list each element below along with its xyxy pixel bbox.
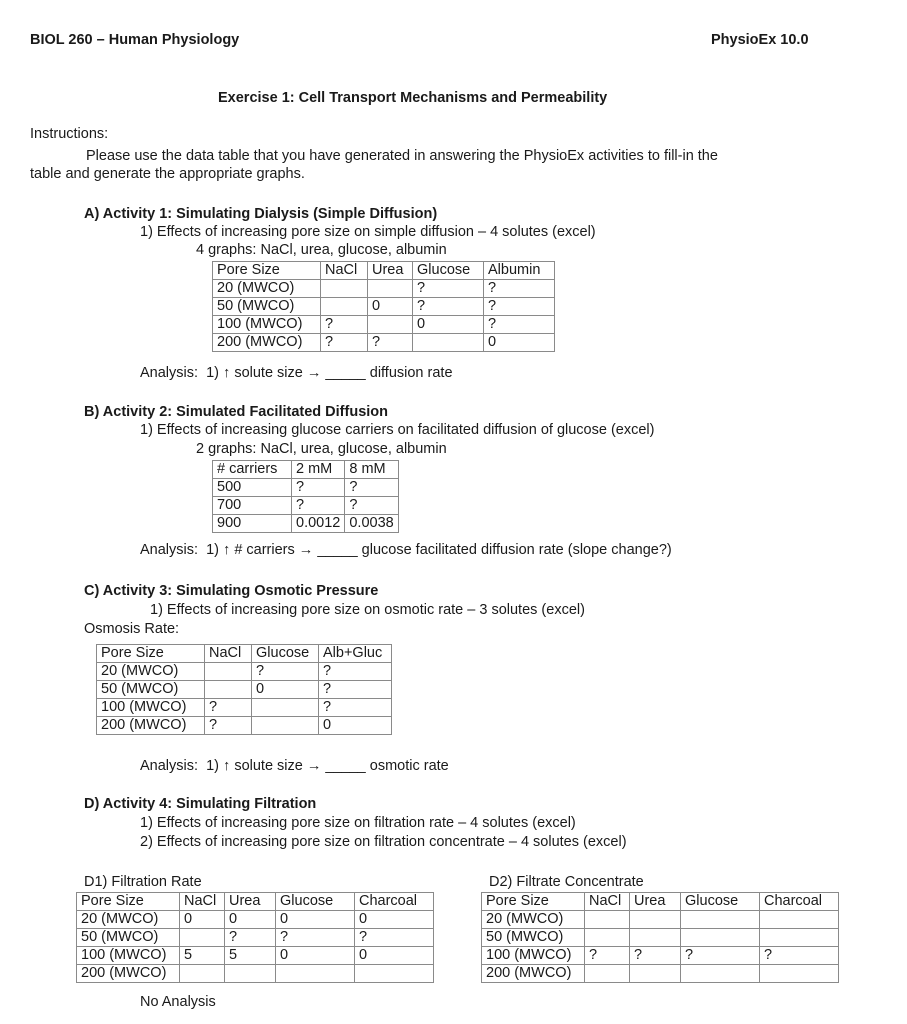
arrow-up-icon: ↑ <box>223 758 231 774</box>
table-cell: 20 (MWCO) <box>97 663 205 681</box>
table-row <box>482 965 839 983</box>
table-cell: 0 <box>355 947 434 965</box>
table-row <box>97 681 392 699</box>
table-cell: ? <box>252 663 319 681</box>
table-cell <box>321 298 368 316</box>
table-cell: ? <box>292 479 345 497</box>
table-row <box>97 717 392 735</box>
analysis-subject: solute size <box>234 758 303 774</box>
header-cell: Pore Size <box>97 645 205 663</box>
table-cell: ? <box>276 929 355 947</box>
table-cell: 5 <box>180 947 225 965</box>
table-cell: 700 <box>213 497 292 515</box>
arrow-up-icon: ↑ <box>223 542 231 558</box>
section-b-heading: B) Activity 2: Simulated Facilitated Diffusion <box>84 404 389 420</box>
header-cell: Pore Size <box>77 893 180 911</box>
header-cell: 8 mM <box>345 461 398 479</box>
table-row <box>213 479 399 497</box>
arrow-right-icon: → <box>306 758 322 774</box>
table-row <box>77 911 434 929</box>
header-cell: Urea <box>368 262 413 280</box>
section-a-item-1: 1) Effects of increasing pore size on simple diffusion – 4 solutes (excel) <box>140 224 596 240</box>
table-row <box>213 298 555 316</box>
table-header-row <box>213 461 399 479</box>
section-a-graphs: 4 graphs: NaCl, urea, glucose, albumin <box>196 242 447 258</box>
table-row <box>482 911 839 929</box>
table-cell <box>205 663 252 681</box>
table-cell: ? <box>484 280 555 298</box>
table-cell <box>252 699 319 717</box>
table-header-row <box>97 645 392 663</box>
table-header-row <box>77 893 434 911</box>
table-cell: 0 <box>319 717 392 735</box>
no-analysis-note: No Analysis <box>140 994 216 1010</box>
table-cell: ? <box>413 298 484 316</box>
table-cell: ? <box>760 947 839 965</box>
table-cell: ? <box>319 699 392 717</box>
section-d-heading: D) Activity 4: Simulating Filtration <box>84 796 317 812</box>
table-cell: ? <box>319 681 392 699</box>
table-cell: 50 (MWCO) <box>97 681 205 699</box>
analysis-subject: # carriers <box>234 542 295 558</box>
section-b-analysis <box>140 542 672 558</box>
table-cell: ? <box>205 717 252 735</box>
header-cell: Charcoal <box>355 893 434 911</box>
analysis-label: Analysis: <box>140 758 199 774</box>
header-cell: Urea <box>225 893 276 911</box>
filtrate-concentrate-caption: D2) Filtrate Concentrate <box>489 874 644 890</box>
table-cell <box>355 965 434 983</box>
table-cell: 0 <box>276 947 355 965</box>
analysis-result: osmotic rate <box>369 758 449 774</box>
table-cell <box>585 965 630 983</box>
table-cell: ? <box>585 947 630 965</box>
table-header-row <box>213 262 555 280</box>
header-cell: Charcoal <box>760 893 839 911</box>
course-title: BIOL 260 – Human Physiology <box>30 32 240 48</box>
table-row <box>213 316 555 334</box>
table-cell <box>252 717 319 735</box>
analysis-subject: solute size <box>234 365 303 381</box>
analysis-number: 1) <box>206 758 219 774</box>
table-cell: 0 <box>355 911 434 929</box>
table-cell <box>413 334 484 352</box>
section-a-analysis <box>140 365 453 381</box>
table-row <box>213 280 555 298</box>
section-b-item-1: 1) Effects of increasing glucose carriers on facilitated diffusion of glucose (excel) <box>140 422 655 438</box>
analysis-number: 1) <box>206 365 219 381</box>
section-c-heading: C) Activity 3: Simulating Osmotic Pressure <box>84 583 379 599</box>
table-cell: 0.0038 <box>345 515 398 533</box>
software-version: PhysioEx 10.0 <box>711 32 809 48</box>
filtration-rate-table <box>76 892 434 983</box>
table-cell: 200 (MWCO) <box>77 965 180 983</box>
table-cell: 0 <box>252 681 319 699</box>
analysis-label: Analysis: <box>140 365 199 381</box>
table-cell: 0 <box>276 911 355 929</box>
instructions-line-1: Please use the data table that you have generated in answering the PhysioEx activities to fill-in the <box>86 148 718 164</box>
table-row <box>213 497 399 515</box>
header-cell: NaCl <box>585 893 630 911</box>
filtrate-concentrate-table <box>481 892 839 983</box>
table-cell: ? <box>321 334 368 352</box>
table-cell <box>276 965 355 983</box>
header-cell: Alb+Gluc <box>319 645 392 663</box>
table-cell <box>180 929 225 947</box>
table-row <box>77 947 434 965</box>
table-cell: 5 <box>225 947 276 965</box>
table-cell: 200 (MWCO) <box>482 965 585 983</box>
table-cell: ? <box>413 280 484 298</box>
analysis-result: diffusion rate <box>369 365 453 381</box>
section-a-heading: A) Activity 1: Simulating Dialysis (Simple Diffusion) <box>84 206 438 222</box>
header-cell: Glucose <box>413 262 484 280</box>
header-cell: NaCl <box>205 645 252 663</box>
table-cell: 0 <box>484 334 555 352</box>
table-cell <box>630 911 681 929</box>
table-cell: 50 (MWCO) <box>482 929 585 947</box>
table-header-row <box>482 893 839 911</box>
table-cell: ? <box>321 316 368 334</box>
table-cell <box>205 681 252 699</box>
table-cell <box>760 929 839 947</box>
answer-blank: _____ <box>325 365 366 381</box>
section-b-graphs: 2 graphs: NaCl, urea, glucose, albumin <box>196 441 447 457</box>
table-cell <box>225 965 276 983</box>
table-cell: ? <box>484 316 555 334</box>
table-cell: ? <box>368 334 413 352</box>
table-cell: 500 <box>213 479 292 497</box>
table-cell <box>681 965 760 983</box>
header-cell: Albumin <box>484 262 555 280</box>
table-cell: ? <box>319 663 392 681</box>
table-row <box>482 929 839 947</box>
arrow-right-icon: → <box>306 365 322 381</box>
table-cell <box>180 965 225 983</box>
header-cell: Pore Size <box>482 893 585 911</box>
table-cell <box>681 929 760 947</box>
table-cell: 100 (MWCO) <box>97 699 205 717</box>
table-cell <box>630 965 681 983</box>
table-cell: ? <box>225 929 276 947</box>
table-cell: 20 (MWCO) <box>77 911 180 929</box>
table-cell: ? <box>630 947 681 965</box>
header-cell: Glucose <box>252 645 319 663</box>
header-cell: NaCl <box>180 893 225 911</box>
header-cell: # carriers <box>213 461 292 479</box>
table-cell: ? <box>355 929 434 947</box>
analysis-number: 1) <box>206 542 219 558</box>
table-cell: 20 (MWCO) <box>213 280 321 298</box>
table-cell: 50 (MWCO) <box>77 929 180 947</box>
table-cell: 100 (MWCO) <box>77 947 180 965</box>
table-cell: ? <box>345 479 398 497</box>
table-row <box>97 699 392 717</box>
table-cell <box>760 965 839 983</box>
table-cell <box>321 280 368 298</box>
table-row <box>482 947 839 965</box>
table-cell: 0 <box>413 316 484 334</box>
table-row <box>97 663 392 681</box>
header-cell: NaCl <box>321 262 368 280</box>
table-row <box>77 965 434 983</box>
table-cell: ? <box>205 699 252 717</box>
page-title: Exercise 1: Cell Transport Mechanisms and Permeability <box>218 90 608 106</box>
table-cell <box>760 911 839 929</box>
table-cell: 100 (MWCO) <box>213 316 321 334</box>
table-cell <box>368 280 413 298</box>
table-cell: ? <box>292 497 345 515</box>
table-cell: 200 (MWCO) <box>213 334 321 352</box>
section-a-table <box>212 261 555 352</box>
table-cell: 200 (MWCO) <box>97 717 205 735</box>
table-cell <box>585 929 630 947</box>
answer-blank: _____ <box>325 758 366 774</box>
analysis-label: Analysis: <box>140 542 199 558</box>
section-d-item-1: 1) Effects of increasing pore size on filtration rate – 4 solutes (excel) <box>140 815 576 831</box>
table-cell: 20 (MWCO) <box>482 911 585 929</box>
table-cell: 100 (MWCO) <box>482 947 585 965</box>
arrow-up-icon: ↑ <box>223 365 231 381</box>
answer-blank: _____ <box>317 542 358 558</box>
table-cell: ? <box>484 298 555 316</box>
table-cell: 900 <box>213 515 292 533</box>
table-cell <box>681 911 760 929</box>
table-cell: 0 <box>225 911 276 929</box>
table-cell <box>585 911 630 929</box>
section-d-item-2: 2) Effects of increasing pore size on filtration concentrate – 4 solutes (excel) <box>140 834 627 850</box>
table-row <box>213 515 399 533</box>
analysis-result: glucose facilitated diffusion rate (slope change?) <box>361 542 672 558</box>
section-c-analysis <box>140 758 449 774</box>
section-c-item-1: 1) Effects of increasing pore size on osmotic rate – 3 solutes (excel) <box>150 602 585 618</box>
header-cell: Glucose <box>276 893 355 911</box>
section-c-table <box>96 644 392 735</box>
table-cell: 50 (MWCO) <box>213 298 321 316</box>
section-b-table <box>212 460 399 533</box>
header-cell: Pore Size <box>213 262 321 280</box>
table-row <box>77 929 434 947</box>
instructions-label: Instructions: <box>30 126 109 142</box>
table-cell: ? <box>681 947 760 965</box>
instructions-line-2: table and generate the appropriate graphs. <box>30 166 305 182</box>
table-row <box>213 334 555 352</box>
table-cell: 0 <box>368 298 413 316</box>
arrow-right-icon: → <box>298 542 314 558</box>
table-cell: 0 <box>180 911 225 929</box>
table-cell: ? <box>345 497 398 515</box>
osmosis-rate-label: Osmosis Rate: <box>84 621 180 637</box>
table-cell <box>368 316 413 334</box>
table-cell <box>630 929 681 947</box>
header-cell: Urea <box>630 893 681 911</box>
header-cell: 2 mM <box>292 461 345 479</box>
filtration-rate-caption: D1) Filtration Rate <box>84 874 202 890</box>
header-cell: Glucose <box>681 893 760 911</box>
table-cell: 0.0012 <box>292 515 345 533</box>
